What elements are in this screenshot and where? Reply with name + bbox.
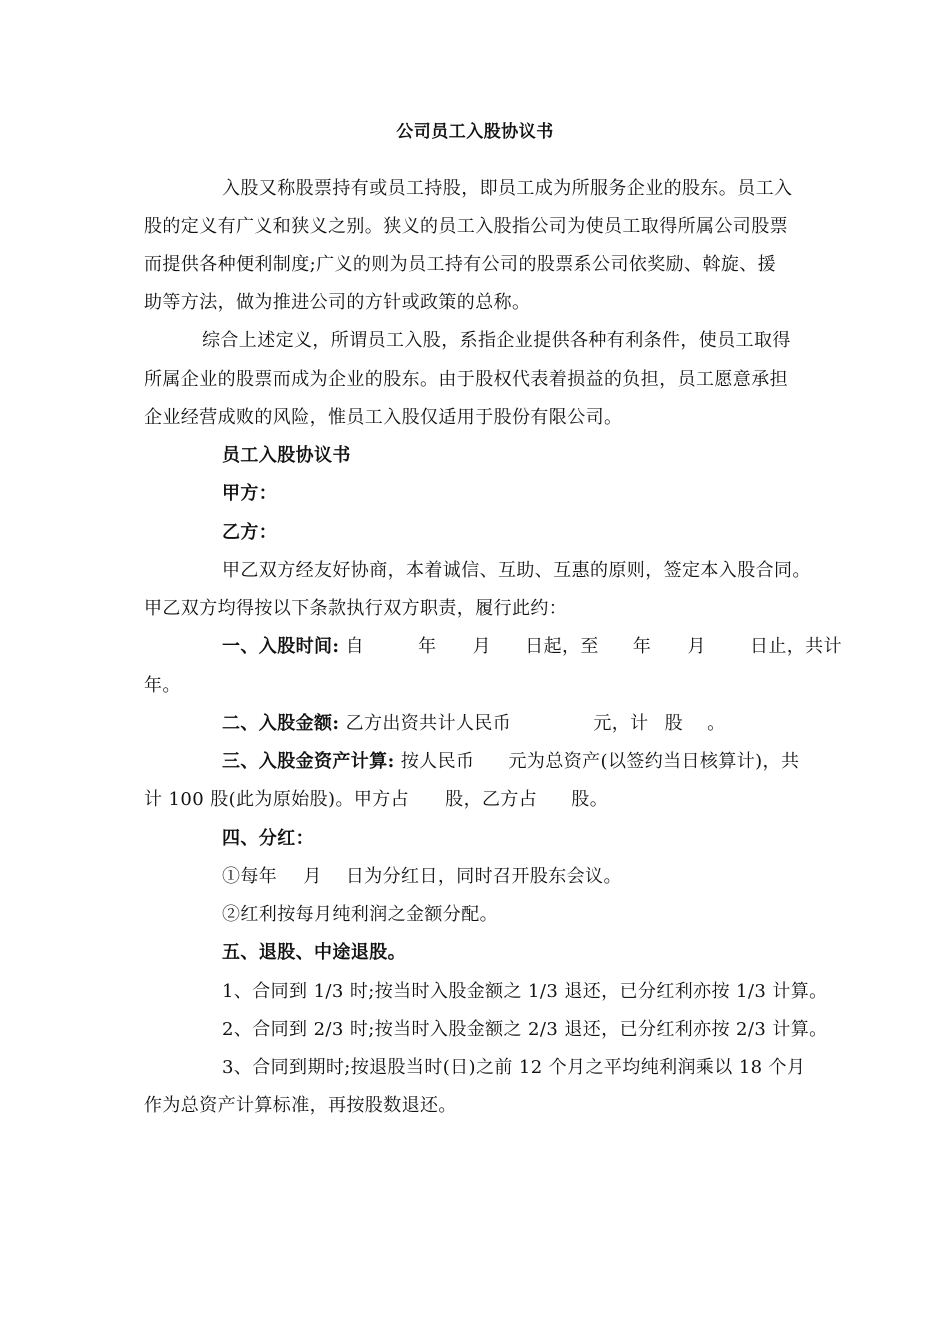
clause-5-item-1: 1、合同到 1/3 时;按当时入股金额之 1/3 退还，已分红利亦按 1/3 计算。 [222,981,828,1002]
clause-5-item-2: 2、合同到 2/3 时;按当时入股金额之 2/3 退还，已分红利亦按 2/3 计算。 [222,1019,828,1040]
intro-p2-line-3: 企业经营成败的风险，惟员工入股仅适用于股份有限公司。 [144,407,623,428]
agreement-heading: 员工入股协议书 [222,445,351,466]
clause-2-line: 二、入股金额: 乙方出资共计人民币 元，计 股 。 [222,713,726,734]
clause-4-item-2: ②红利按每月纯利润之金额分配。 [222,904,498,925]
clause-4-item-1: ①每年 月 日为分红日，同时召开股东会议。 [222,866,622,887]
intro-p2-line-2: 所属企业的股票而成为企业的股东。由于股权代表着损益的负担，员工愿意承担 [144,369,788,390]
intro-p1-line-3: 而提供各种便利制度;广义的则为员工持有公司的股票系公司依奖励、斡旋、援 [144,254,777,275]
clause-1-cont: 年。 [144,675,181,696]
intro-p1-line-2: 股的定义有广义和狭义之别。狭义的员工入股指公司为使员工取得所属公司股票 [144,216,788,237]
intro-p1-line-1: 入股又称股票持有或员工持股，即员工成为所服务企业的股东。员工入 [222,178,793,199]
clause-4-label: 四、分红： [222,828,314,849]
intro-p1-line-4: 助等方法，做为推进公司的方针或政策的总称。 [144,292,531,313]
clause-5-item-3-cont: 作为总资产计算标准，再按股数退还。 [144,1095,457,1116]
party-a-label: 甲方： [222,483,278,504]
clause-3-label: 三、入股金资产计算: [222,751,395,772]
party-b-label: 乙方： [222,522,278,543]
clause-2-label: 二、入股金额: [222,713,340,734]
preamble-line-2: 甲乙双方均得按以下条款执行双方职责，履行此约： [144,598,568,619]
preamble-line-1: 甲乙双方经友好协商，本着诚信、互助、互惠的原则，签定本入股合同。 [222,560,811,581]
intro-p2-line-1: 综合上述定义，所谓员工入股，系指企业提供各种有利条件，使员工取得 [202,330,791,351]
clause-1-label: 一、入股时间: [222,636,340,657]
clause-3-line: 三、入股金资产计算: 按人民币 元为总资产(以签约当日核算计)，共 [222,751,800,772]
clause-5-label: 五、退股、中途退股。 [222,942,406,963]
clause-5-item-3: 3、合同到期时;按退股当时(日)之前 12 个月之平均纯利润乘以 18 个月 [222,1057,806,1078]
clause-1-line: 一、入股时间: 自 年 月 日起，至 年 月 日止，共计 [222,636,842,657]
page-title: 公司员工入股协议书 [396,122,554,142]
clause-3-cont: 计 100 股(此为原始股)。甲方占 股，乙方占 股。 [144,789,609,810]
